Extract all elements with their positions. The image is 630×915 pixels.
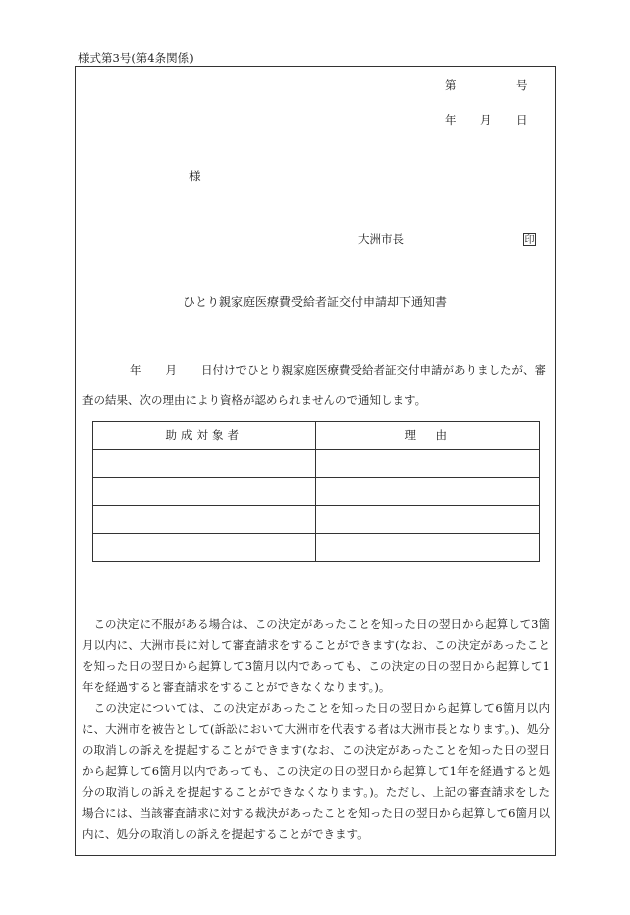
number-suffix: 号 [516, 78, 528, 92]
table-cell-subject [93, 450, 316, 478]
document-title: ひとり親家庭医療費受給者証交付申請却下通知書 [182, 295, 447, 309]
column-header-subject: 助成対象者 [93, 422, 316, 450]
date-month: 月 [480, 113, 492, 127]
intro-line-1 [82, 355, 547, 385]
table-header-row [93, 422, 540, 450]
appeal-notes [82, 614, 550, 845]
table-cell-subject [93, 478, 316, 506]
date-day: 日 [516, 113, 528, 127]
table-row [93, 478, 540, 506]
intro-month: 月 [165, 363, 177, 377]
table-cell-subject [93, 506, 316, 534]
number-prefix: 第 [445, 78, 457, 92]
seal-mark: 印 [524, 235, 535, 246]
table-cell-reason [316, 534, 540, 562]
recipient-suffix: 様 [189, 169, 201, 183]
intro-line1-rest: 日付けでひとり親家庭医療費受給者証交付申請がありましたが、審 [201, 363, 546, 377]
table-cell-subject [93, 534, 316, 562]
appeal-note-review: この決定に不服がある場合は、この決定があったことを知った日の翌日から起算して3箇月以内に、大洲市長に対して審査請求をすることができます(なお、この決定があったことを知った日の翌日から起算して3箇月以内であっても、この決定の日の翌日から起算して1年を経過すると審査請求をすることができなくなります。)。 [82, 617, 550, 694]
table-row [93, 450, 540, 478]
table-cell-reason [316, 506, 540, 534]
intro-text [82, 355, 547, 415]
table-row [93, 534, 540, 562]
column-header-reason: 理 由 [316, 422, 540, 450]
table-cell-reason [316, 478, 540, 506]
table-row [93, 506, 540, 534]
intro-year: 年 [130, 363, 142, 377]
table-cell-reason [316, 450, 540, 478]
subject-reason-table [92, 421, 540, 562]
issuer-name: 大洲市長 [358, 232, 404, 246]
intro-line-2: 査の結果、次の理由により資格が認められませんので通知します。 [82, 393, 427, 407]
form-label: 様式第3号(第4条関係) [78, 51, 194, 65]
appeal-note-lawsuit: この決定については、この決定があったことを知った日の翌日から起算して6箇月以内に、大洲市を被告として(訴訟において大洲市を代表する者は大洲市長となります。)、処分の取消しの訴えを提起することができます(なお、この決定があったことを知った日の翌日から起算して6箇月以内であっても、この決定の日の翌日から起算して1年を経過すると処分の取消しの訴えを提起することができなくなります。)。ただし、上記の審査請求をした場合には、当該審査請求に対する裁決があったことを知った日の翌日から起算して6箇月以内に、処分の取消しの訴えを提起することができます。 [82, 701, 550, 841]
date-year: 年 [445, 113, 457, 127]
